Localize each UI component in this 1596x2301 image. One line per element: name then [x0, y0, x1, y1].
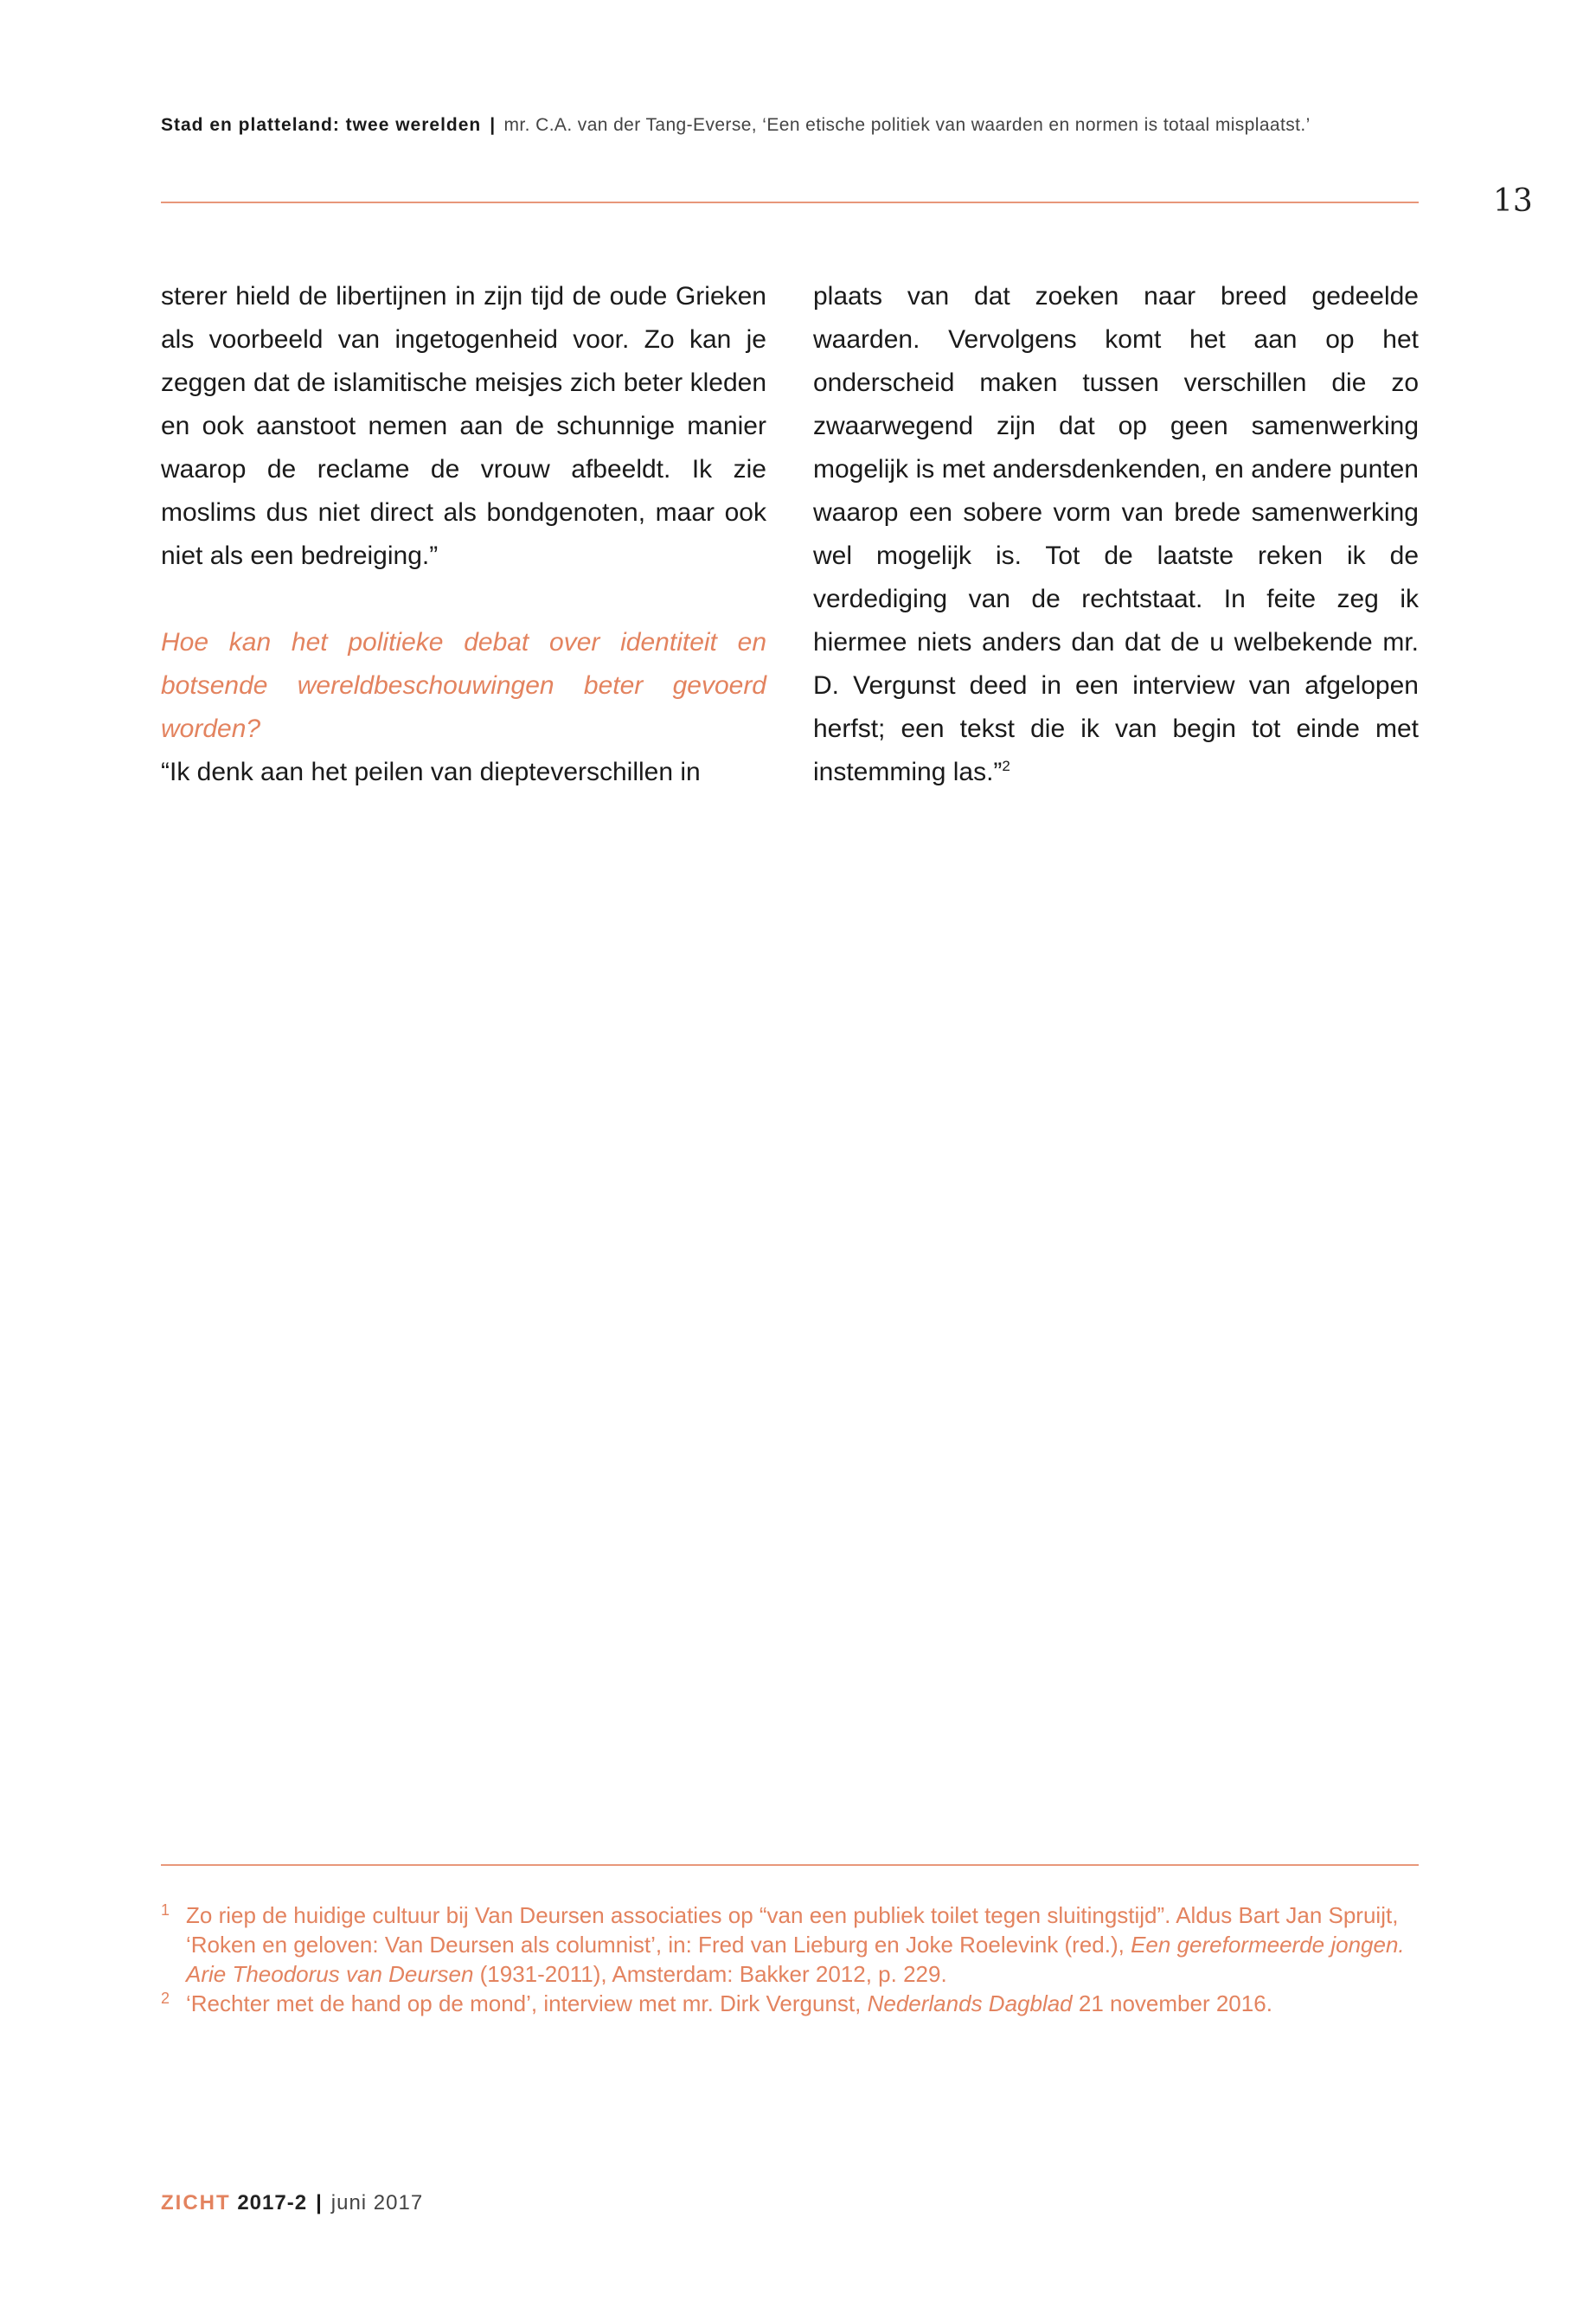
left-column	[161, 275, 766, 794]
footnote-text: ‘Rechter met de hand op de mond’, interview met mr. Dirk Vergunst,	[186, 1990, 868, 2016]
footnote-title: Nederlands Dagblad	[867, 1990, 1073, 2016]
footnote-rule	[161, 1864, 1419, 1866]
paragraph-text: plaats van dat zoeken naar breed gedeelde waarden. Vervolgens komt het aan op het onderscheid maken tussen verschillen die zo zwaarwegend zijn dat op geen samenwerking mogelijk is met andersdenkenden, en andere punten waarop een sobere vorm van brede samenwerking wel mogelijk is. Tot de laatste reken ik de verdediging van de rechtstaat. In feite zeg ik hiermee niets anders dan dat de u welbekende mr. D. Vergunst deed in een interview van afgelopen herfst; een tekst die ik van begin tot einde met instemming las.”	[813, 282, 1419, 786]
footer-separator: |	[316, 2191, 323, 2214]
footnote-reference[interactable]: 2	[1002, 758, 1010, 774]
running-header	[161, 115, 1424, 136]
footnote-number: 1	[161, 1901, 170, 1919]
header-separator: |	[490, 115, 496, 135]
footnote-title: Een gereformeerde jongen. Arie Theodorus van Deursen	[186, 1932, 1405, 1987]
body-paragraph: “Ik denk aan het peilen van diepteverschillen in	[161, 758, 701, 786]
article-title: mr. C.A. van der Tang-Everse, ‘Een etische politiek van waarden en normen is totaal misplaatst.’	[503, 115, 1311, 135]
footnote-text: (1931-2011), Amsterdam: Bakker 2012, p. 229.	[473, 1961, 947, 1987]
page-footer	[161, 2191, 423, 2215]
right-column	[813, 275, 1419, 794]
footnote-1	[161, 1900, 1424, 1989]
body-paragraph: sterer hield de libertijnen in zijn tijd de oude Grieken als voorbeeld van ingetogenheid voor. Zo kan je zeggen dat de islamitische meisjes zich beter kleden en ook aanstoot nemen aan de schunnige manier waarop de reclame de vrouw afbeeldt. Ik zie moslims dus niet direct als bondgenoten, maar ook niet als een bedreiging.”	[161, 282, 766, 570]
footnote-2	[161, 1989, 1424, 2018]
issue-date: juni 2017	[330, 2191, 424, 2214]
page-number: 13	[1493, 183, 1533, 219]
footnotes	[161, 1900, 1424, 2018]
issue-number: 2017-2	[237, 2191, 308, 2214]
footnote-text: Zo riep de huidige cultuur bij Van Deursen associaties op “van een publiek toilet tegen sluitingstijd”. Aldus Bart Jan Spruijt, ‘Roken en geloven: Van Deursen als columnist’, in: Fred van Lieburg en Joke Roelevink (red.),	[186, 1902, 1399, 1958]
footnote-number: 2	[161, 1990, 170, 2007]
header-rule	[161, 202, 1419, 203]
series-title: Stad en platteland: twee werelden	[161, 115, 482, 135]
footnote-text: 21 november 2016.	[1072, 1990, 1272, 2016]
body-paragraph	[813, 275, 1419, 794]
interview-question: Hoe kan het politieke debat over identiteit en botsende wereldbeschouwingen beter gevoerd worden?	[161, 628, 766, 743]
magazine-name: ZICHT	[161, 2191, 231, 2214]
